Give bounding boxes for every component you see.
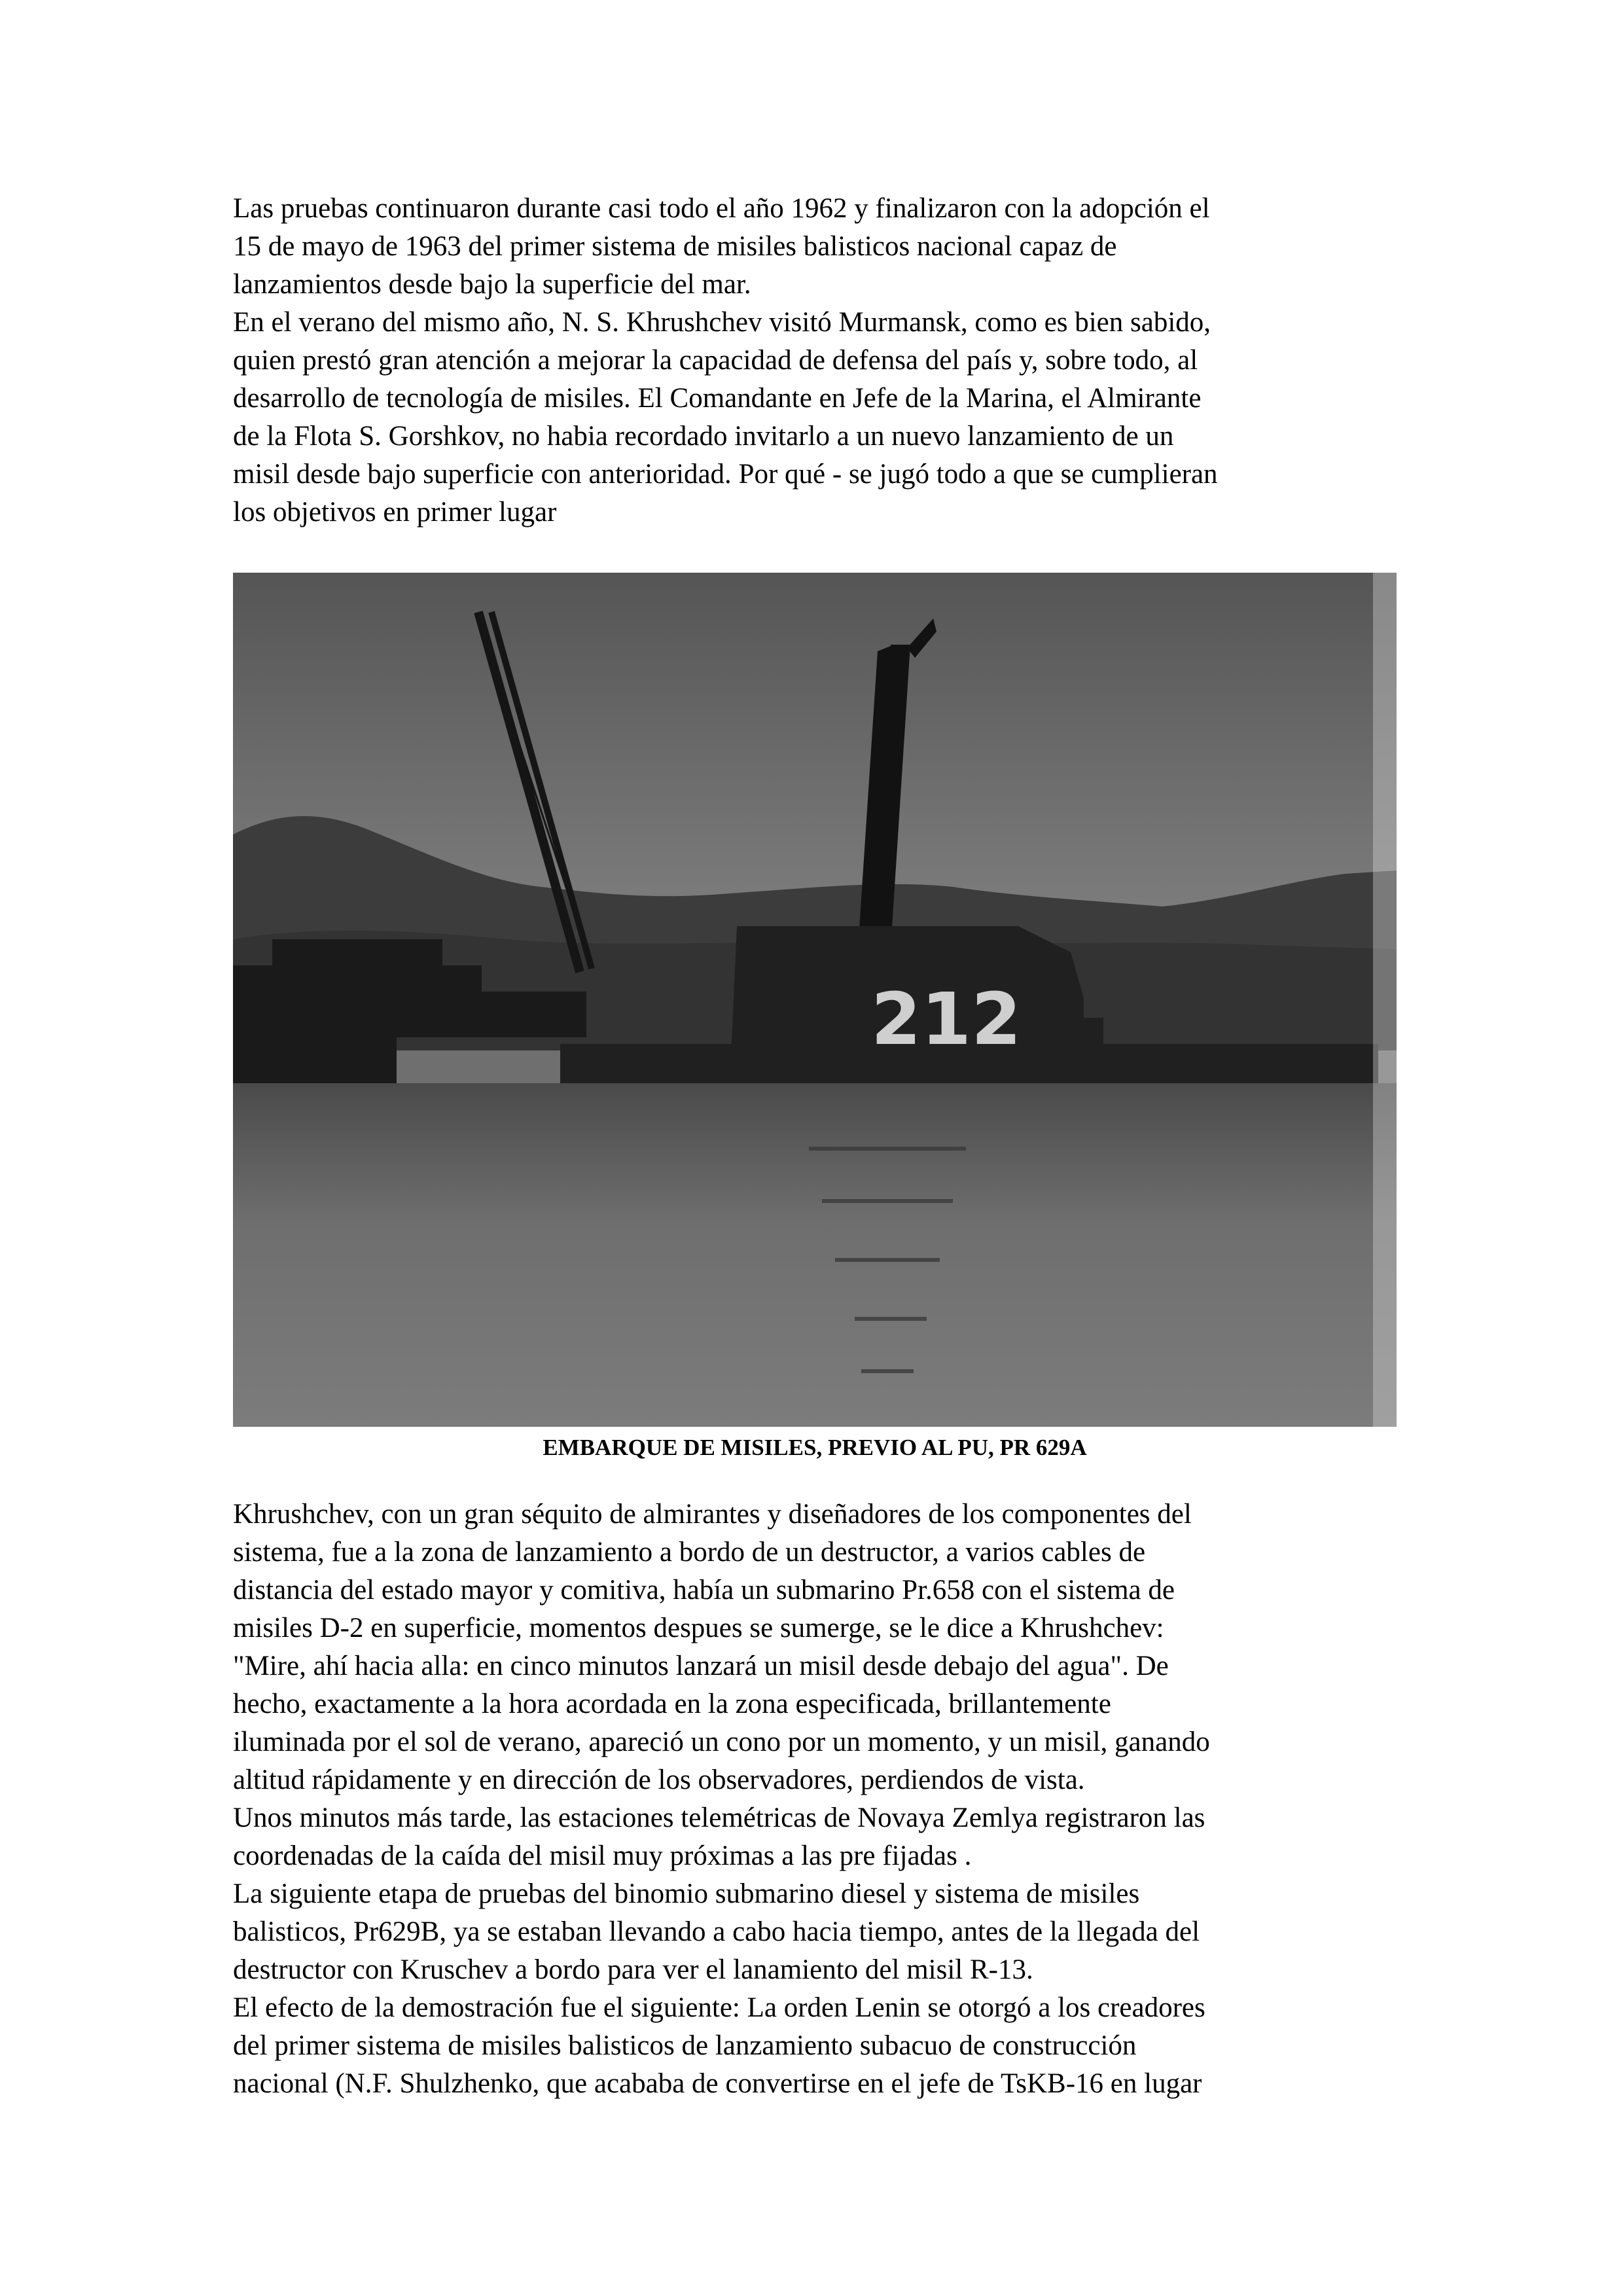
text-line: balisticos, Pr629B, ya se estaban llevando a cabo hacia tiempo, antes de la llegada del <box>233 1916 1200 1947</box>
hull-number: 212 <box>871 977 1022 1061</box>
text-line: "Mire, ahí hacia alla: en cinco minutos lanzará un misil desde debajo del agua". De <box>233 1651 1169 1681</box>
text-line: coordenadas de la caída del misil muy próximas a las pre fijadas . <box>233 1840 972 1871</box>
text-line: de la Flota S. Gorshkov, no habia recordado invitarlo a un nuevo lanzamiento de un <box>233 421 1174 452</box>
text-line: La siguiente etapa de pruebas del binomio submarino diesel y sistema de misiles <box>233 1878 1140 1909</box>
text-line: Las pruebas continuaron durante casi todo el año 1962 y finalizaron con la adopción el <box>233 193 1210 224</box>
text-line: desarrollo de tecnología de misiles. El Comandante en Jefe de la Marina, el Almirante <box>233 383 1202 414</box>
paragraph-1 <box>233 190 1404 531</box>
text-line: del primer sistema de misiles balisticos de lanzamiento subacuo de construcción <box>233 2030 1137 2061</box>
text-line: Khrushchev, con un gran séquito de almirantes y diseñadores de los componentes del <box>233 1499 1192 1530</box>
text-line: El efecto de la demostración fue el siguiente: La orden Lenin se otorgó a los creadores <box>233 1992 1205 2023</box>
text-line: quien prestó gran atención a mejorar la capacidad de defensa del país y, sobre todo, al <box>233 345 1198 376</box>
submarine-photo-drawing <box>233 573 1397 1427</box>
photo-caption: EMBARQUE DE MISILES, PREVIO AL PU, PR 629A <box>543 1435 1087 1460</box>
text-line: distancia del estado mayor y comitiva, había un submarino Pr.658 con el sistema de <box>233 1575 1175 1605</box>
text-line: misiles D-2 en superficie, momentos despues se sumerge, se le dice a Khrushchev: <box>233 1613 1164 1643</box>
text-line: 15 de mayo de 1963 del primer sistema de misiles balisticos nacional capaz de <box>233 231 1117 262</box>
text-line: destructor con Kruschev a bordo para ver el lanamiento del misil R-13. <box>233 1954 1033 1985</box>
text-line: En el verano del mismo año, N. S. Khrushchev visitó Murmansk, como es bien sabido, <box>233 307 1211 338</box>
text-line: nacional (N.F. Shulzhenko, que acababa de convertirse en el jefe de TsKB-16 en lugar <box>233 2068 1202 2099</box>
paragraph-2 <box>233 1496 1404 2103</box>
text-line: lanzamientos desde bajo la superficie del mar. <box>233 269 751 300</box>
text-line: hecho, exactamente a la hora acordada en la zona especificada, brillantemente <box>233 1689 1111 1719</box>
text-line: sistema, fue a la zona de lanzamiento a bordo de un destructor, a varios cables de <box>233 1537 1146 1568</box>
text-line: Unos minutos más tarde, las estaciones telemétricas de Novaya Zemlya registraron las <box>233 1803 1205 1833</box>
water <box>233 1083 1397 1427</box>
text-line: misil desde bajo superficie con anterioridad. Por qué - se jugó todo a que se cumplieran <box>233 459 1218 490</box>
submarine-photo <box>233 573 1397 1427</box>
frame-edge <box>1373 573 1397 1427</box>
text-line: altitud rápidamente y en dirección de los observadores, perdiendos de vista. <box>233 1765 1085 1795</box>
text-line: iluminada por el sol de verano, apareció un cono por un momento, y un misil, ganando <box>233 1727 1210 1757</box>
text-line: los objetivos en primer lugar <box>233 497 557 528</box>
